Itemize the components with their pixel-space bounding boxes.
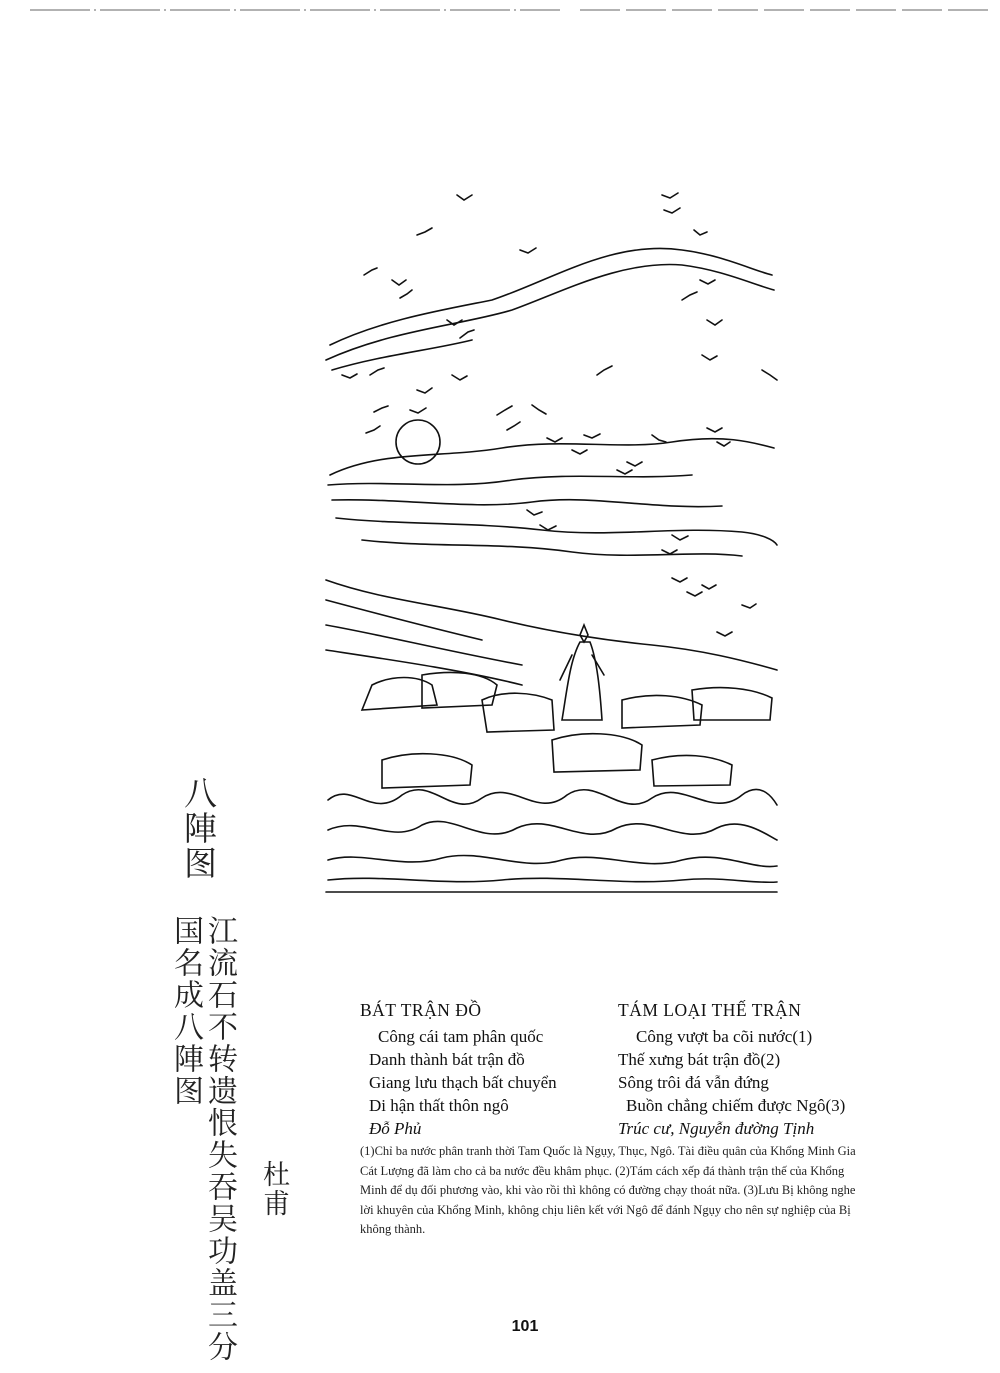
footnotes: (1)Chỉ ba nước phân tranh thời Tam Quốc là Ngụy, Thục, Ngô. Tài điều quân của Khổng Minh Gia Cát Lượng đã làm cho cả ba nước đều khâm phục. (2)Tám cách xếp đá thành trận thế của Khổng Minh để dụ đối phương vào, khi vào rồi thì không có đường chạy thoát nữa. (3)Lưu Bị không nghe lời khuyên của Khổng Minh, không chịu liên kết với Ngô để đánh Ngụy cho nên sự nghiệp của Bị không thành. (360, 1144, 856, 1236)
vietnamese-translation-poem (618, 1000, 845, 1140)
poem-line: Buồn chẳng chiếm được Ngô(3) (626, 1096, 846, 1115)
poem-line: Danh thành bát trận đồ (369, 1050, 525, 1069)
translation-title: TÁM LOẠI THẾ TRẬN (618, 1000, 802, 1020)
poem-line: Thế xưng bát trận đồ(2) (618, 1050, 781, 1069)
poem-title: BÁT TRẬN ĐỒ (360, 1000, 482, 1020)
chinese-title: 八陣图 (179, 776, 218, 881)
poem-line: Công cái tam phân quốc (378, 1027, 544, 1046)
page-number: 101 (511, 1318, 539, 1335)
poem-line: Sông trôi đá vẫn đứng (618, 1073, 769, 1092)
sino-vietnamese-poem (360, 1000, 557, 1140)
poem-line: Giang lưu thạch bất chuyển (369, 1073, 557, 1092)
chinese-author: 杜甫 (258, 1160, 289, 1218)
poem-author: Đỗ Phủ (369, 1119, 422, 1138)
translator: Trúc cư, Nguyễn đường Tịnh (618, 1119, 815, 1138)
poem-line: Công vượt ba cõi nước(1) (636, 1027, 813, 1046)
page-top-border (0, 8, 1000, 12)
poem-line: Di hận thất thôn ngô (369, 1096, 509, 1115)
chinese-poem: 江流石不转遗恨失吞吴功盖三分国名成八陣图 (168, 915, 237, 1363)
ink-landscape-illustration (322, 180, 780, 895)
